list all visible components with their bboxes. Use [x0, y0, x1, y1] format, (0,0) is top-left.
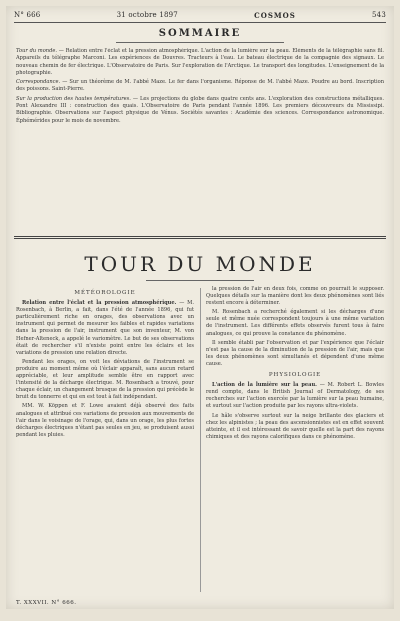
- journal-name: COSMOS: [254, 10, 296, 20]
- sommaire-entry-text: — Les projections du globe dans quatre cents ans. L'exploration des constructions métalliques. Pont Alexandre III : construction des quais. L'Observatoire de Paris pendant l'année 1896. Les premiers découvreurs du Mississipi. Bibliographie. Observations sur l'aspect physique de Vénus. Sociétés savantes : Académie des sciences. Correspondance astronomique. Éphémérides pour le mois de novembre.: [16, 95, 384, 124]
- sommaire-entry-text: — Sur un théorème de M. l'abbé Maze. Le fer dans l'organisme. Réponse de M. l'abbé Maze. Poudre au bord. Inscription des poissons. Saint-Pierre.: [16, 79, 384, 93]
- sommaire-entry-lead: Tour du monde.: [16, 48, 57, 54]
- section-title: TOUR DU MONDE: [84, 252, 316, 276]
- section-divider: [14, 238, 386, 239]
- article-text: MM. W. Köppen et F. Lowe avaient déjà observé des faits analogues et attribué ces variations de pression aux mouvements de l'air dans le voisinage de l'orage, qui, dans un orage, les plus fortes décharges électriques n'étant pas seules en jeu, se produisent aussi pendant les pluies.: [16, 403, 194, 438]
- sommaire-entry: [16, 79, 384, 94]
- journal-page: [6, 6, 394, 609]
- sommaire-entry-text: — Relation entre l'éclat et la pression atmosphérique. L'action de la lumière sur la peau. Éléments de la télégraphie sans fil. Appareils du télégraphe Marconi. Les expériences de Douvres. Tracteurs à l'eau. Le bateau électrique de la compagnie des signaux. Le nouveau chemin de fer électrique. L'Observatoire de Paris. Sur l'exploration de l'Arctique. Le transport des longitudes. L'enseignement de la photographie.: [16, 48, 384, 76]
- sommaire-entry-lead: Correspondance.: [16, 79, 61, 86]
- article-lead: Relation entre l'éclat et la pression atmosphérique.: [22, 300, 177, 307]
- sommaire-rule: [116, 42, 284, 43]
- article-paragraph: [206, 309, 384, 337]
- section-divider: [14, 236, 386, 237]
- article-paragraph: [206, 286, 384, 307]
- page-footer: T. XXXVII. N° 666.: [16, 600, 77, 606]
- left-column: [16, 286, 194, 594]
- article-text: — M. Rosenbach, à Berlin, a fait, dans l'été de l'année 1896, qui fut particulièrement riche en orages, des observations avec un instrument qui permet de mesurer les faibles et rapides variations dans la pression de l'air, instrument que son inventeur, M. von Hefner-Alteneck, a appelé le variomètre. Le but de ses observations était de rechercher s'il n'existe point entre les éclairs et les variations de pression une relation directe.: [16, 300, 194, 356]
- header-rule: [14, 22, 386, 23]
- sommaire-body: [16, 48, 384, 228]
- article-paragraph: [206, 340, 384, 368]
- article-paragraph: [16, 300, 194, 357]
- page-header: [14, 8, 386, 22]
- sommaire-entry: [16, 48, 384, 77]
- article-text: — M. Robert L. Bowles rend compte, dans le British Journal of Dermatology, de ses recherches sur l'action exercée par la lumière sur la peau humaine, et surtout sur l'action produite par les rayons ultra-violets.: [206, 382, 384, 410]
- article-paragraph: [16, 403, 194, 438]
- column-heading: MÉTÉOROLOGIE: [74, 290, 136, 296]
- sommaire-entry: [16, 96, 384, 125]
- issue-number: N° 666: [14, 11, 41, 19]
- page-number: 543: [372, 11, 386, 19]
- column-heading: PHYSIOLOGIE: [268, 372, 322, 379]
- article-text: la pression de l'air en deux fois, comme on pourrait le supposer. Quelques détails sur la manière dont les deux phénomènes sont liés restent encore à déterminer.: [206, 286, 384, 307]
- section-title-rule: [146, 280, 254, 281]
- article-paragraph: [206, 382, 384, 410]
- article-text: Pendant les orages, on voit les déviations de l'instrument se produire au moment même où l'éclair apparaît, sans aucun retard appréciable, et leur amplitude semble être en rapport avec l'intensité de la décharge électrique. M. Rosenbach a trouvé, pour chaque éclair, un changement brusque de la pression qui précède le bruit du tonnerre et qui en est tout à fait indépendant.: [16, 358, 194, 401]
- article-text: Il semble établi par l'observation et par l'expérience que l'éclair n'est pas la cause de la diminution de la pression de l'air, mais que les deux phénomènes sont simultanés et dépendent d'une même cause.: [206, 339, 384, 367]
- sommaire-entry-lead: Sur la production des hautes températures.: [16, 95, 131, 102]
- right-column: [206, 286, 384, 594]
- article-paragraph: [16, 359, 194, 402]
- issue-date: 31 octobre 1897: [116, 11, 178, 19]
- column-divider: [200, 288, 201, 592]
- sommaire-title: SOMMAIRE: [158, 28, 242, 39]
- article-paragraph: [206, 413, 384, 441]
- article-lead: L'action de la lumière sur la peau.: [212, 382, 317, 389]
- article-text: M. Rosenbach a recherché également si les décharges d'une seule et même nuée correspondent toujours à une même variation de l'instrument. Les différents effets observés furent tous à faire analogues, ce qui prouve la constance du phénomène.: [206, 309, 384, 337]
- article-text: Le hâle s'observe surtout sur la neige brillante des glaciers et chez les alpinistes ; la peau des ascensionnistes est en effet souvent atteinte, et il est intéressant de savoir quelle est la part des rayons chimiques et des rayons calorifiques dans ce phénomène.: [206, 412, 384, 440]
